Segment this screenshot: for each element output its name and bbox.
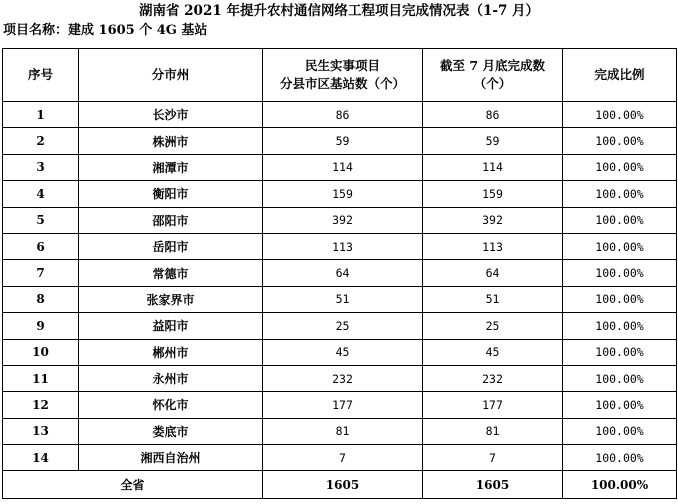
row-ratio: 100.00% — [563, 339, 677, 365]
project-name: 项目名称：建成 1605 个 4G 基站 — [3, 23, 208, 38]
row-city: 郴州市 — [79, 339, 263, 365]
row-seq: 9 — [3, 313, 79, 339]
row-target: 177 — [263, 392, 423, 418]
row-done: 64 — [423, 260, 563, 286]
row-done: 81 — [423, 418, 563, 444]
table-row — [3, 392, 677, 418]
table-row — [3, 313, 677, 339]
row-target: 7 — [263, 445, 423, 471]
header-done-line2: （个） — [473, 76, 512, 91]
total-row — [3, 471, 677, 499]
row-city: 张家界市 — [79, 286, 263, 312]
completion-table — [2, 48, 677, 499]
row-ratio: 100.00% — [563, 418, 677, 444]
table-row — [3, 128, 677, 154]
total-label: 全省 — [3, 471, 263, 499]
total-done: 1605 — [423, 471, 563, 499]
row-target: 392 — [263, 207, 423, 233]
table-row — [3, 365, 677, 391]
table-row — [3, 181, 677, 207]
header-city: 分市州 — [79, 49, 263, 102]
row-ratio: 100.00% — [563, 260, 677, 286]
row-city: 娄底市 — [79, 418, 263, 444]
row-target: 45 — [263, 339, 423, 365]
row-seq: 1 — [3, 102, 79, 128]
row-done: 113 — [423, 233, 563, 259]
table-row — [3, 102, 677, 128]
header-done-line1: 截至 7 月底完成数 — [440, 58, 545, 73]
row-city: 益阳市 — [79, 313, 263, 339]
row-ratio: 100.00% — [563, 233, 677, 259]
row-done: 177 — [423, 392, 563, 418]
row-city: 长沙市 — [79, 102, 263, 128]
row-seq: 10 — [3, 339, 79, 365]
row-target: 64 — [263, 260, 423, 286]
row-target: 159 — [263, 181, 423, 207]
row-seq: 7 — [3, 260, 79, 286]
total-target: 1605 — [263, 471, 423, 499]
row-done: 7 — [423, 445, 563, 471]
row-city: 常德市 — [79, 260, 263, 286]
row-city: 岳阳市 — [79, 233, 263, 259]
row-done: 392 — [423, 207, 563, 233]
row-done: 159 — [423, 181, 563, 207]
row-done: 25 — [423, 313, 563, 339]
row-city: 邵阳市 — [79, 207, 263, 233]
row-ratio: 100.00% — [563, 181, 677, 207]
table-row — [3, 260, 677, 286]
header-target-line2: 分县市区基站数（个） — [279, 76, 405, 91]
row-city: 怀化市 — [79, 392, 263, 418]
header-target-line1: 民生实事项目 — [304, 58, 380, 73]
row-seq: 5 — [3, 207, 79, 233]
row-target: 113 — [263, 233, 423, 259]
table-row — [3, 154, 677, 180]
header-done — [423, 49, 563, 102]
row-done: 232 — [423, 365, 563, 391]
total-ratio: 100.00% — [563, 471, 677, 499]
table-row — [3, 233, 677, 259]
table-row — [3, 418, 677, 444]
row-target: 86 — [263, 102, 423, 128]
row-city: 衡阳市 — [79, 181, 263, 207]
row-seq: 8 — [3, 286, 79, 312]
row-ratio: 100.00% — [563, 207, 677, 233]
row-seq: 12 — [3, 392, 79, 418]
row-target: 59 — [263, 128, 423, 154]
row-ratio: 100.00% — [563, 128, 677, 154]
row-target: 232 — [263, 365, 423, 391]
row-done: 51 — [423, 286, 563, 312]
row-target: 114 — [263, 154, 423, 180]
header-seq: 序号 — [3, 49, 79, 102]
row-target: 51 — [263, 286, 423, 312]
row-done: 59 — [423, 128, 563, 154]
header-row — [3, 49, 677, 102]
row-done: 45 — [423, 339, 563, 365]
header-target — [263, 49, 423, 102]
table-row — [3, 286, 677, 312]
row-done: 114 — [423, 154, 563, 180]
table-row — [3, 339, 677, 365]
table-row — [3, 207, 677, 233]
header-ratio: 完成比例 — [563, 49, 677, 102]
row-city: 湘潭市 — [79, 154, 263, 180]
document-title: 湖南省 2021 年提升农村通信网络工程项目完成情况表（1-7 月） — [138, 3, 540, 19]
row-seq: 3 — [3, 154, 79, 180]
row-city: 永州市 — [79, 365, 263, 391]
row-ratio: 100.00% — [563, 102, 677, 128]
row-city: 株洲市 — [79, 128, 263, 154]
row-seq: 6 — [3, 233, 79, 259]
row-seq: 14 — [3, 445, 79, 471]
table-row — [3, 445, 677, 471]
row-ratio: 100.00% — [563, 365, 677, 391]
row-done: 86 — [423, 102, 563, 128]
row-seq: 2 — [3, 128, 79, 154]
row-seq: 11 — [3, 365, 79, 391]
row-ratio: 100.00% — [563, 313, 677, 339]
row-seq: 4 — [3, 181, 79, 207]
row-seq: 13 — [3, 418, 79, 444]
row-ratio: 100.00% — [563, 445, 677, 471]
row-target: 81 — [263, 418, 423, 444]
row-city: 湘西自治州 — [79, 445, 263, 471]
row-ratio: 100.00% — [563, 392, 677, 418]
row-target: 25 — [263, 313, 423, 339]
row-ratio: 100.00% — [563, 154, 677, 180]
row-ratio: 100.00% — [563, 286, 677, 312]
